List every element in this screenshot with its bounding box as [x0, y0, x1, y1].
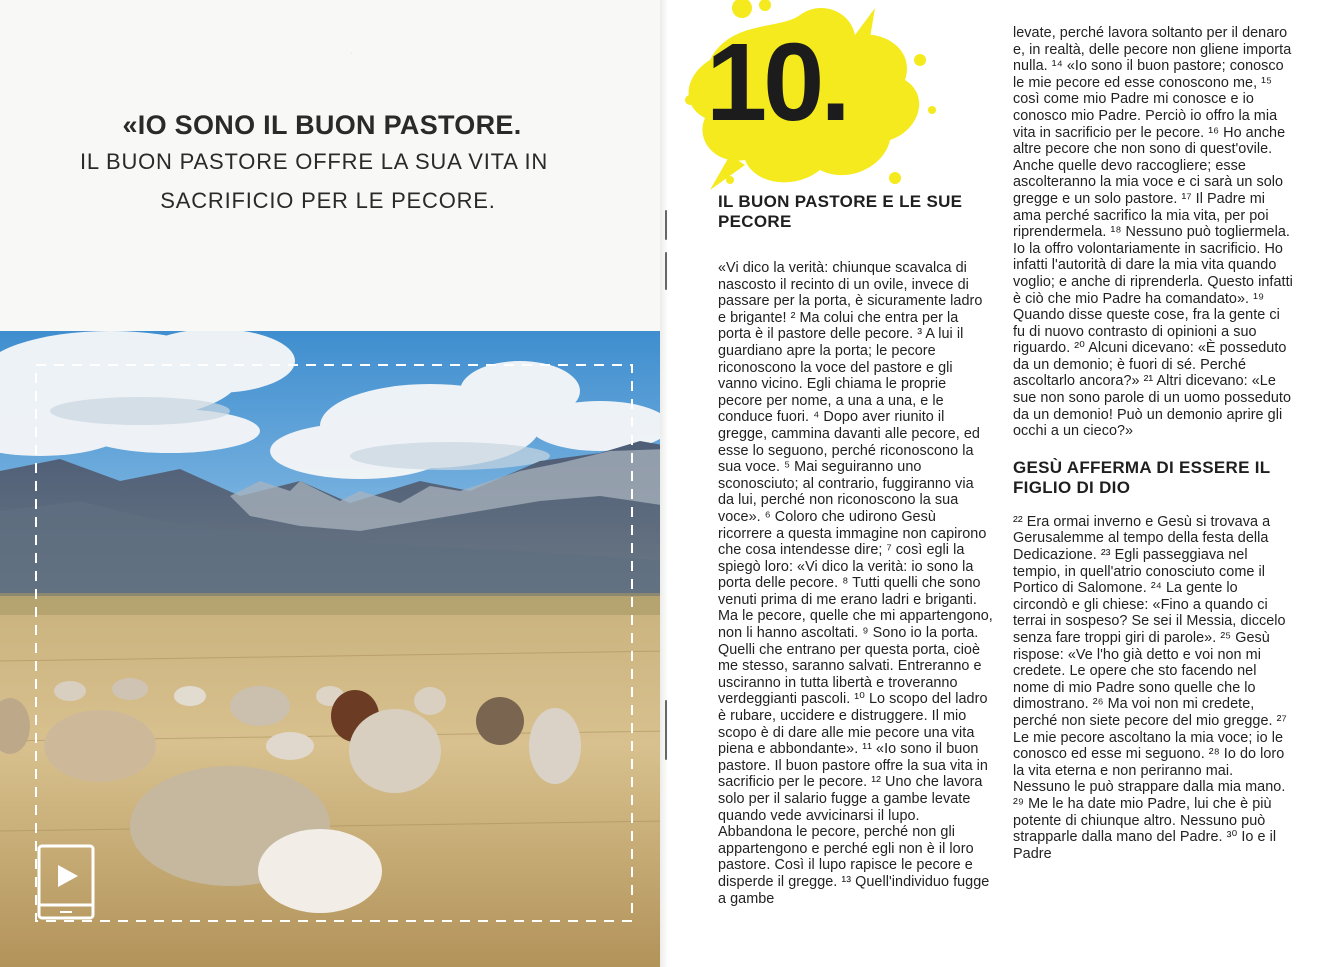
- quote-line-3: SACRIFICIO PER LE PECORE.: [160, 188, 496, 213]
- quote-line-1: «IO SONO IL BUON PASTORE.: [122, 110, 522, 140]
- section-heading-son-of-god: GESÙ AFFERMA DI ESSERE IL FIGLIO DI DIO: [1013, 457, 1271, 497]
- section-heading-good-shepherd: IL BUON PASTORE E LE SUE PECORE: [718, 192, 963, 231]
- quote-title: [0, 110, 668, 219]
- show-through-text: .: [350, 43, 353, 57]
- body-text: «Vi dico la verità: chiunque scavalca di nascosto il recinto di un ovile, invece di passare per la porta, è sicuramente ladro e brigante! ² Ma colui che entra per la porta è il pastore delle pecore. ³ A lui il guardiano apre la porta; le pecore riconoscono la voce del pastore e gli vanno vicino. Egli chiama le proprie pecore per nome, a una a una, e le conduce fuori. ⁴ Dopo aver riunito il gregge, cammina davanti alle pecore, ed esse lo seguono, perché riconoscono la sua voce. ⁵ Mai seguiranno uno sconosciuto; al contrario, fuggiranno via da lui, perché non riconoscono la sua voce». ⁶ Coloro che udirono Gesù ricorrere a questa immagine non capirono che cosa intendesse dire; ⁷ così egli la spiegò loro: «Vi dico la verità: io sono la porta delle pecore. ⁸ Tutti quelli che sono venuti prima di me erano ladri e briganti. Ma le pecore, quelle che mi appartengono, non li hanno ascoltati. ⁹ Sono io la porta. Quelli che entrano per questa porta, cioè me stesso, saranno salvati. Entreranno e usciranno in tutta libertà e troveranno verdeggianti pascoli. ¹⁰ Lo scopo del ladro è rubare, uccidere e distruggere. Il mio scopo è di dare alle mie pecore una vita piena e abbondante». ¹¹ «Io sono il buon pastore. Il buon pastore offre la sua vita in sacrificio per le pecore. ¹² Uno che lavora solo per il salario fugge a gambe levate quando vede avvicinarsi il lupo. Abbandona le pecore, perché non gli appartengono e perché egli non è il loro pastore. Così il lupo rapisce le pecore e disperde il gregge. ¹³ Quell'individuo fugge a gambe: [718, 260, 993, 907]
- play-video-icon[interactable]: [36, 843, 96, 921]
- binding-mark: [665, 252, 667, 290]
- binding-mark: [665, 700, 667, 760]
- quote-line-2: IL BUON PASTORE OFFRE LA SUA VITA IN: [79, 149, 549, 174]
- chapter-number: 10.: [706, 21, 847, 144]
- sheep-landscape-photo: [0, 331, 668, 967]
- text-column-2: [1013, 25, 1293, 862]
- body-text-continued: levate, perché lavora soltanto per il denaro e, in realtà, delle pecore non gliene importa nulla. ¹⁴ «Io sono il buon pastore; conosco le mie pecore ed esse conoscono me, ¹⁵ così come mio Padre mi conosce e io conosco mio Padre. Perciò io offro la mia vita in sacrificio per le pecore. ¹⁶ Ho anche altre pecore che non sono di quest'ovile. Anche quelle devo raccogliere; esse ascolteranno la mia voce e ci sarà un solo gregge e un solo pastore. ¹⁷ Il Padre mi ama perché sacrifico la mia vita, per poi riprendermela. ¹⁸ Nessuno può togliermela. Io la offro volontariamente in sacrificio. Ho infatti l'autorità di dare la mia vita quando voglio; e anche di riprenderla. Questo infatti è ciò che mio Padre ha comandato». ¹⁹ Quando disse queste cose, fra la gente ci fu di nuovo contrasto di opinioni a suo riguardo. ²⁰ Alcuni dicevano: «È posseduto da un demonio; è fuori di sé. Perché ascoltarlo ancora?» ²¹ Altri dicevano: «Le sue non sono parole di un uomo posseduto da un demonio! Può un demonio aprire gli occhi a un cieco?»: [1013, 25, 1293, 440]
- body-text: ²² Era ormai inverno e Gesù si trovava a Gerusalemme al tempo della festa della Dedicazione. ²³ Egli passeggiava nel tempio, in quell'atrio conosciuto come il Portico di Salomone. ²⁴ La gente lo circondò e gli chiese: «Fino a quando ci terrai in sospeso? Se sei il Messia, diccelo senza fare troppi giri di parole». ²⁵ Gesù rispose: «Ve l'ho già detto e voi non mi credete. Le opere che sto facendo nel nome di mio Padre sono quelle che lo dimostrano. ²⁶ Ma voi non mi credete, perché non siete pecore del mio gregge. ²⁷ Le mie pecore ascoltano la mia voce; io le conosco ed esse mi seguono. ²⁸ Io do loro la vita eterna e non periranno mai. Nessuno le può strappare dalla mia mano. ²⁹ Me le ha date mio Padre, lui che è più potente di chiunque altro. Nessuno può strapparle dalla mano del Padre. ³⁰ Io e il Padre: [1013, 513, 1287, 862]
- text-column-1: [718, 192, 993, 907]
- binding-mark: [665, 210, 667, 240]
